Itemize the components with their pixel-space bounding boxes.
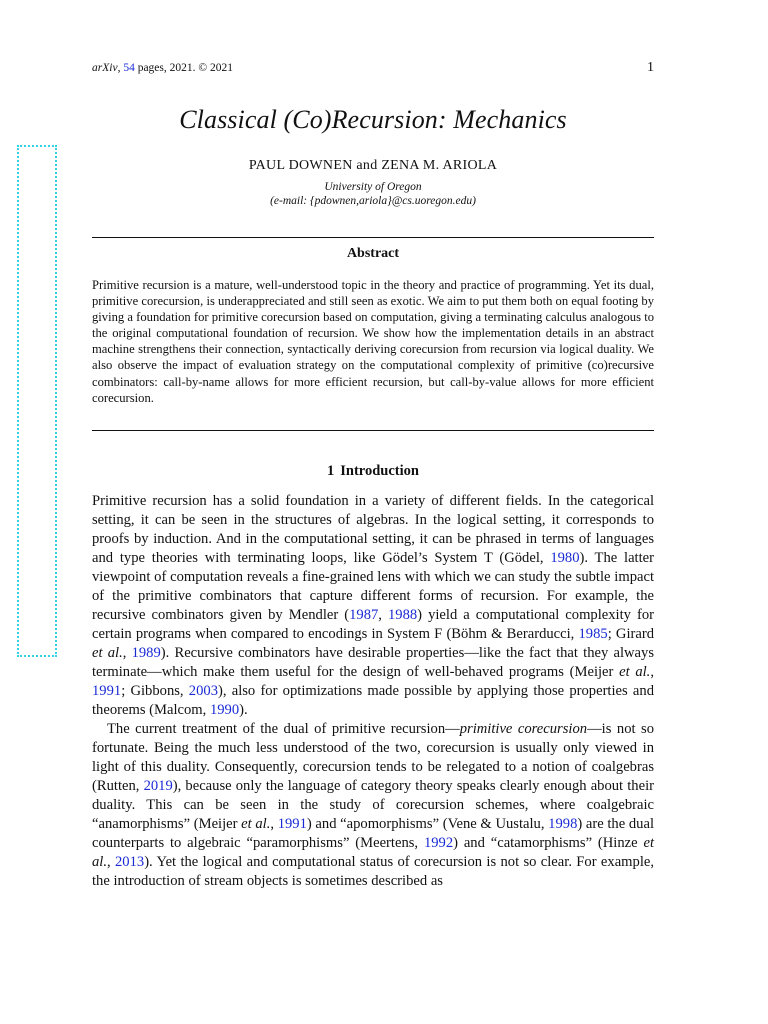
citation-link[interactable]: 1990: [209, 702, 240, 718]
text-run: ). The latter viewpoint of computation reveals a fine-grained lens with which we can study the subtle impact of the primitive combinators that capture different forms of recursion. For example, the recursive combinators given by Mendler (: [92, 550, 654, 623]
body-text: [92, 492, 654, 891]
citation-link[interactable]: 1989: [131, 645, 161, 661]
paragraph-2: [92, 720, 654, 891]
text-run: ) and “apomorphisms” (Vene & Uustalu,: [306, 816, 549, 832]
text-run: ,: [107, 854, 115, 870]
emphasis-text: et al.: [241, 816, 271, 832]
text-run: ,: [122, 645, 132, 661]
section-heading: [92, 463, 654, 480]
text-run: ).: [239, 702, 248, 718]
text-run: ), because only the language of category theory speaks clearly enough about their duality. This can be seen in the study of corecursion schemes, where coalgebraic “anamorphisms” (Meijer: [92, 778, 654, 832]
text-run: ) are the dual counterparts to algebraic “paramorphisms” (Meertens,: [92, 816, 654, 851]
abstract-heading: Abstract: [346, 246, 400, 261]
text-run: ,: [270, 816, 278, 832]
section-title: Introduction: [340, 463, 419, 479]
citation-link[interactable]: 1992: [423, 835, 454, 851]
paragraph-1: [92, 492, 654, 720]
abstract-bottom-rule: [92, 430, 654, 431]
text-run: The current treatment of the dual of primitive recursion—: [107, 721, 460, 737]
emphasis-text: et al.: [92, 835, 655, 870]
abstract-text: Primitive recursion is a mature, well-understood topic in the theory and practice of programming. Yet its dual, primitive corecursion, is underappreciated and still seen as exotic. We aim to put them both on equal footing by giving a foundation for primitive corecursion based on computation, giving a terminating calculus analogous to the original computational foundation of recursion. We show how the implementation details in an abstract machine strengthens their connection, syntactically deriving corecursion from recursion via logical duality. We also observe the impact of evaluation strategy on the computational complexity of primitive (co)recursive combinators: call-by-name allows for more efficient recursion, but call-by-value allows for more efficient corecursion.: [92, 278, 654, 405]
text-run: Primitive recursion has a solid foundation in a variety of different fields. In the categorical setting, it can be seen in the structures of algebras. In the logical setting, it corresponds to proofs by induction. And in the computational setting, it can be phrased in terms of languages and type theories with terminating loops, like Gödel’s System T (Gödel,: [92, 493, 654, 566]
abstract-top-rule: [92, 237, 654, 238]
citation-link[interactable]: 2019: [143, 778, 173, 794]
text-run: ; Gibbons,: [121, 683, 189, 699]
author-names: PAUL DOWNEN and ZENA M. ARIOLA: [248, 158, 498, 173]
venue-name: arXiv: [92, 62, 118, 74]
text-run: ). Recursive combinators have desirable properties—like the fact that they always terminate—which make them useful for the design of well-behaved programs (Meijer: [92, 645, 654, 680]
text-run: ), also for optimizations made possible by applying those properties and theorems (Malcom,: [92, 683, 654, 718]
venue-separator: ,: [117, 62, 124, 74]
citation-link[interactable]: 1991: [92, 683, 122, 699]
affiliation: University of Oregon: [324, 181, 422, 193]
text-run: ,: [650, 664, 654, 680]
text-run: ,: [378, 607, 388, 623]
page-count-link[interactable]: 54: [123, 62, 135, 74]
selection-highlight-box: [17, 145, 57, 657]
citation-link[interactable]: 1998: [548, 816, 578, 832]
text-run: ; Girard: [607, 626, 654, 642]
text-run: ) and “catamorphisms” (Hinze: [453, 835, 644, 851]
emphasis-text: et al.: [619, 664, 651, 680]
running-header: [92, 60, 654, 76]
citation-link[interactable]: 1991: [277, 816, 307, 832]
contact-email: (e-mail: {pdownen,ariola}@cs.uoregon.edu): [270, 195, 476, 207]
citation-link[interactable]: 1988: [387, 607, 418, 623]
citation-link[interactable]: 2003: [188, 683, 218, 699]
citation-link[interactable]: 1985: [578, 626, 608, 642]
text-run: —is not so fortunate. Being the much less understood of the two, corecursion is usually only viewed in light of this duality. Consequently, corecursion tends to be relegated to a notion of coalgebras (Rutten,: [92, 721, 655, 794]
author-affiliation-block: [92, 180, 654, 208]
citation-link[interactable]: 1987: [349, 607, 379, 623]
pages-suffix: pages, 2021. © 2021: [134, 62, 233, 74]
text-run: ) yield a computational complexity for certain programs when compared to encodings in System F (Böhm & Berarducci,: [92, 607, 655, 642]
publication-info: [92, 62, 233, 74]
page-number: 1: [647, 60, 654, 75]
emphasis-text: et al.: [92, 645, 123, 661]
section-number: 1: [327, 463, 335, 479]
text-run: ). Yet the logical and computational status of corecursion is not so clear. For example, the introduction of stream objects is sometimes described as: [92, 854, 654, 889]
citation-link[interactable]: 2013: [115, 854, 145, 870]
emphasis-text: primitive corecursion: [459, 721, 588, 737]
paper-title: Classical (Co)Recursion: Mechanics: [179, 105, 567, 134]
citation-link[interactable]: 1980: [550, 550, 580, 566]
